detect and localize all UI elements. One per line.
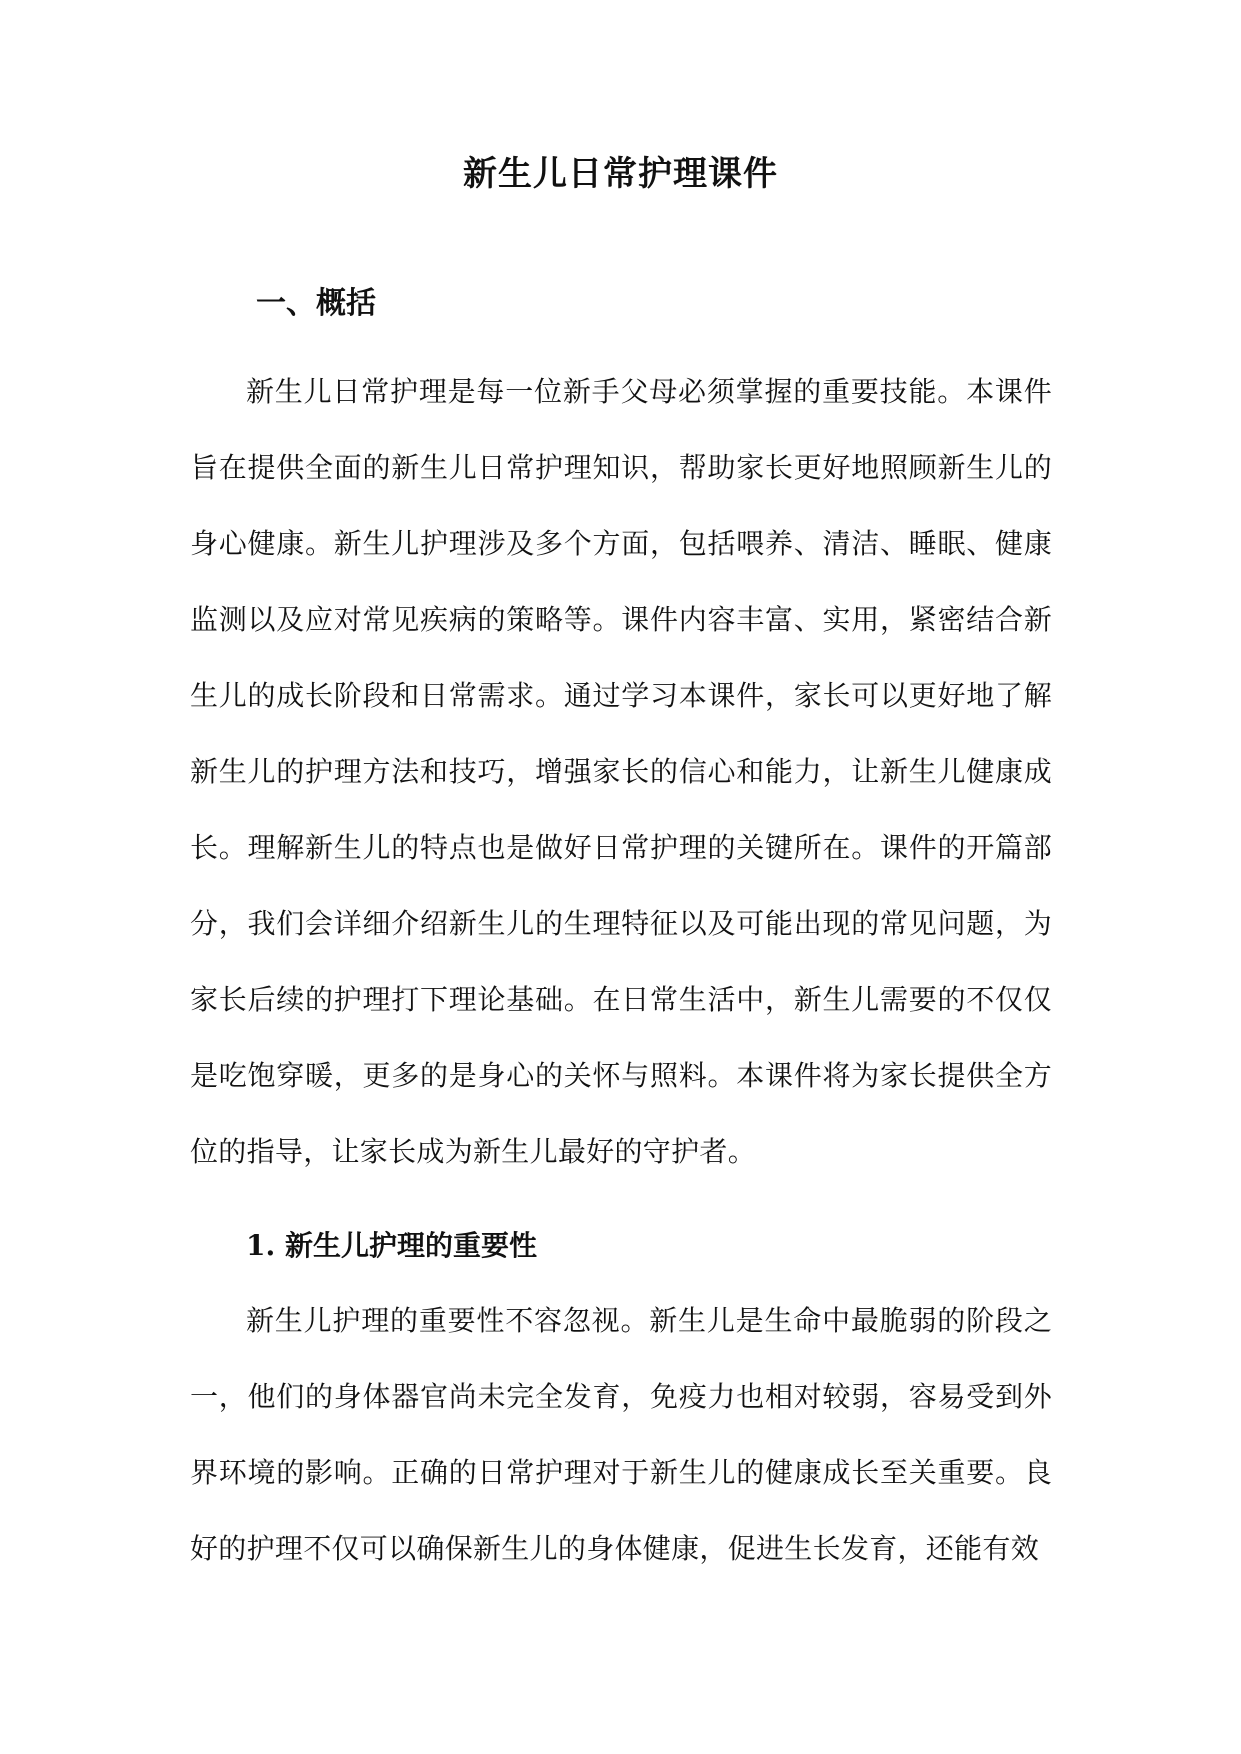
overview-paragraph: 新生儿日常护理是每一位新手父母必须掌握的重要技能。本课件旨在提供全面的新生儿日常护理知识，帮助家长更好地照顾新生儿的身心健康。新生儿护理涉及多个方面，包括喂养、清洁、睡眠、健康监测以及应对常见疾病的策略等。课件内容丰富、实用，紧密结合新生儿的成长阶段和日常需求。通过学习本课件，家长可以更好地了解新生儿的护理方法和技巧，增强家长的信心和能力，让新生儿健康成长。理解新生儿的特点也是做好日常护理的关键所在。课件的开篇部分，我们会详细介绍新生儿的生理特征以及可能出现的常见问题，为家长后续的护理打下理论基础。在日常生活中，新生儿需要的不仅仅是吃饱穿暖，更多的是身心的关怀与照料。本课件将为家长提供全方位的指导，让家长成为新生儿最好的守护者。 — [190, 375, 1052, 1168]
importance-paragraph: 新生儿护理的重要性不容忽视。新生儿是生命中最脆弱的阶段之一，他们的身体器官尚未完全发育，免疫力也相对较弱，容易受到外界环境的影响。正确的日常护理对于新生儿的健康成长至关重要。良好的护理不仅可以确保新生儿的身体健康，促进生长发育，还能有效 — [190, 1304, 1052, 1565]
section-heading-overview: 一、概括 — [256, 286, 376, 321]
subsection-heading-importance: 1. 新生儿护理的重要性 — [246, 1229, 537, 1262]
document-title: 新生儿日常护理课件 — [463, 154, 778, 194]
